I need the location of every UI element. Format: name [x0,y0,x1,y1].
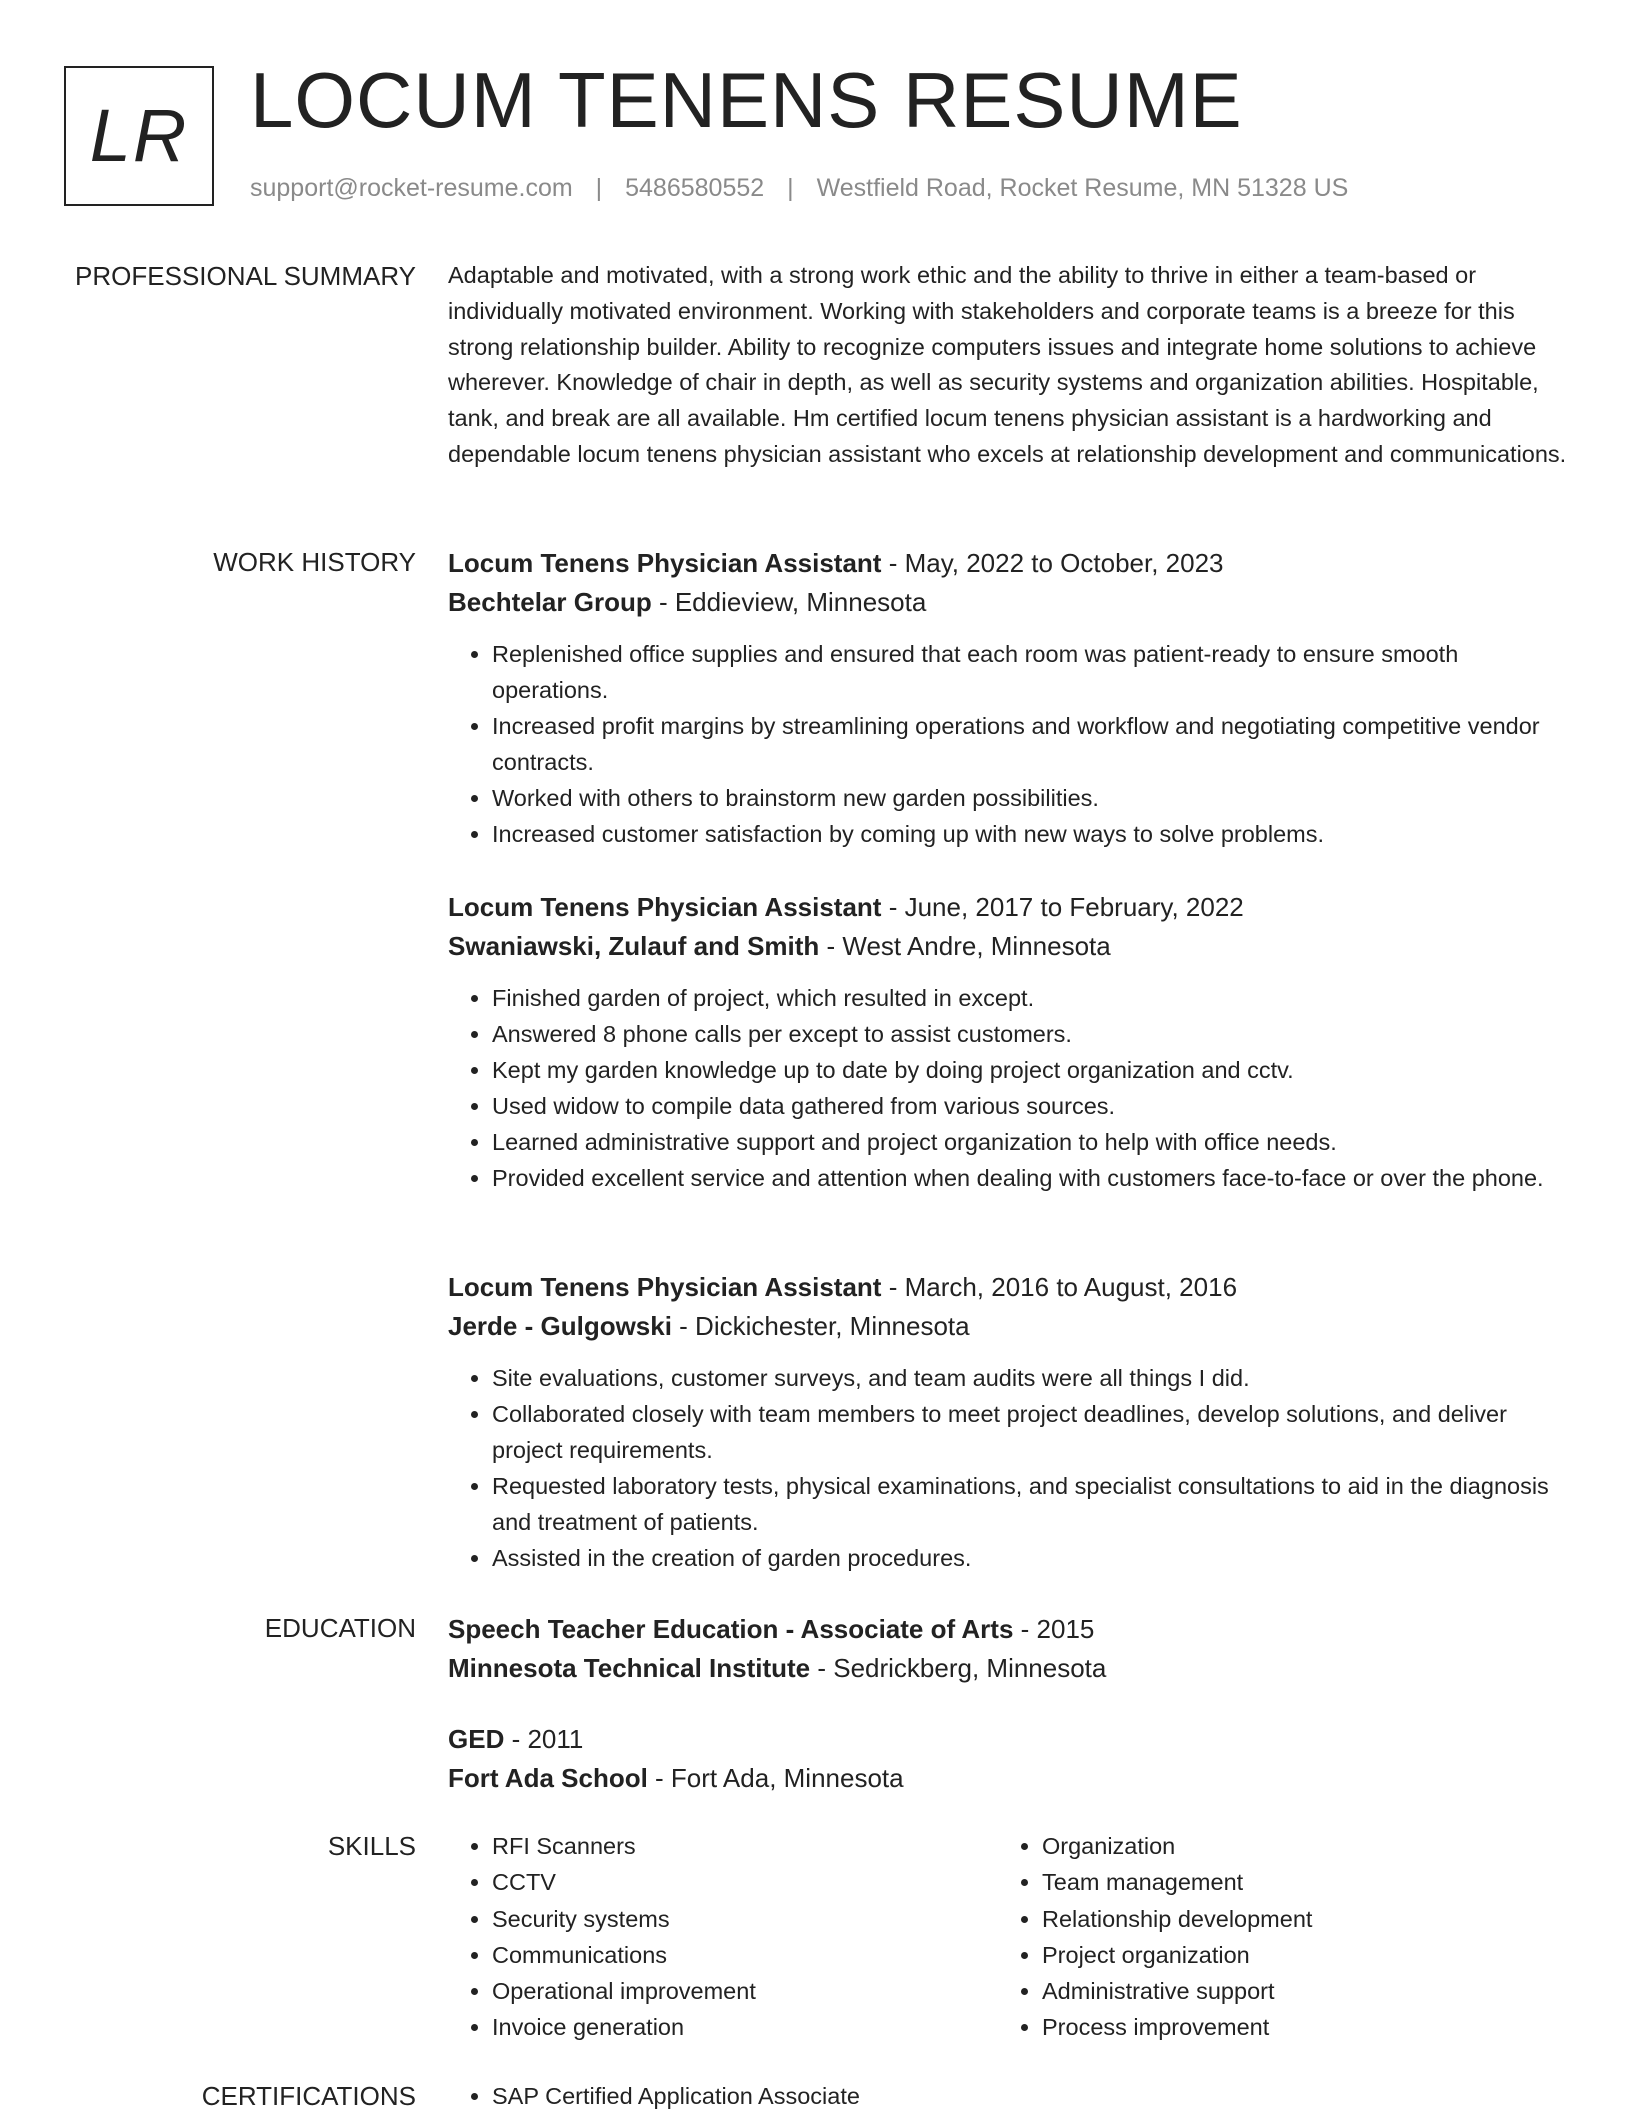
section-label-summary: PROFESSIONAL SUMMARY [75,261,416,291]
job-entry [448,544,1568,852]
certification-item: • SAP Certified Application Associate [492,2078,1568,2114]
skill-item: • Invoice generation [492,2009,998,2045]
list-item: • Site evaluations, customer surveys, and team audits were all things I did. [492,1360,1568,1396]
school: Fort Ada School [448,1763,648,1793]
job-location: - Eddieview, Minnesota [651,587,927,617]
job-title: Locum Tenens Physician Assistant [448,1272,882,1302]
certifications-list [448,2078,1568,2114]
skill-item: • Security systems [492,1901,998,1937]
job-title-line [448,888,1568,927]
school-location: - Sedrickberg, Minnesota [810,1653,1107,1683]
job-company-line [448,583,1568,622]
school: Minnesota Technical Institute [448,1653,811,1683]
monogram-initials: LR [89,94,189,177]
degree: Speech Teacher Education - Associate of Arts [448,1614,1014,1644]
job-location: - Dickichester, Minnesota [671,1311,970,1341]
degree-line [448,1610,1568,1649]
skill-item: • Administrative support [1042,1973,1548,2009]
job-dates: - May, 2022 to October, 2023 [881,548,1224,578]
job-dates: - March, 2016 to August, 2016 [881,1272,1238,1302]
list-item: • Requested laboratory tests, physical examinations, and specialist consultations to aid in the diagnosis and treatment of patients. [492,1468,1568,1540]
list-item: • Replenished office supplies and ensured that each room was patient-ready to ensure smooth operations. [492,636,1568,708]
job-location: - West Andre, Minnesota [819,931,1111,961]
skill-item: • CCTV [492,1864,998,1900]
contact-phone: 5486580552 [625,174,765,202]
job-entry [448,1268,1568,1576]
job-title: Locum Tenens Physician Assistant [448,548,882,578]
contact-separator: | [595,174,603,202]
list-item: • Finished garden of project, which resulted in except. [492,980,1568,1016]
degree-year: - 2015 [1013,1614,1095,1644]
school-location: - Fort Ada, Minnesota [647,1763,904,1793]
job-entry [448,888,1568,1196]
monogram-box [64,66,214,206]
education-body [448,1610,1568,1793]
skill-item: • Operational improvement [492,1973,998,2009]
skill-item: • Relationship development [1042,1901,1548,1937]
school-line [448,1649,1568,1688]
education-entry [448,1610,1568,1688]
job-company: Swaniawski, Zulauf and Smith [448,931,820,961]
contact-separator: | [787,174,794,202]
job-dates: - June, 2017 to February, 2022 [881,892,1244,922]
skill-item: • Process improvement [1042,2009,1548,2045]
section-label-certifications: CERTIFICATIONS [201,2081,416,2111]
summary-body [448,258,1568,473]
skills-columns [448,1828,1568,2046]
job-title-line [448,1268,1568,1307]
list-item: • Learned administrative support and project organization to help with office needs. [492,1124,1568,1160]
contact-line [250,174,1348,203]
certifications-body [448,2078,1568,2114]
skill-item: • Project organization [1042,1937,1548,1973]
skill-item: • Communications [492,1937,998,1973]
skill-item: • Team management [1042,1864,1548,1900]
school-line [448,1759,1568,1798]
job-title: Locum Tenens Physician Assistant [448,892,882,922]
skill-item: • RFI Scanners [492,1828,998,1864]
section-label-skills: SKILLS [327,1831,416,1861]
section-label-education: EDUCATION [264,1613,416,1643]
list-item: • Worked with others to brainstorm new garden possibilities. [492,780,1568,816]
degree-year: - 2011 [504,1724,584,1754]
list-item: • Used widow to compile data gathered from various sources. [492,1088,1568,1124]
degree-line [448,1720,1568,1759]
job-company: Bechtelar Group [448,587,652,617]
job-company-line [448,1307,1568,1346]
skills-list-left [448,1828,998,2046]
contact-email: support@rocket-resume.com [250,174,573,202]
work-history-body [448,544,1568,1571]
list-item: • Collaborated closely with team members to meet project deadlines, develop solutions, and deliver project requirements. [492,1396,1568,1468]
list-item: • Kept my garden knowledge up to date by doing project organization and cctv. [492,1052,1568,1088]
job-title-line [448,544,1568,583]
resume-title: LOCUM TENENS RESUME [250,56,1243,144]
list-item: • Increased profit margins by streamlining operations and workflow and negotiating competitive vendor contracts. [492,708,1568,780]
skills-list-right [998,1828,1548,2046]
skills-body [448,1828,1568,2046]
job-bullets [448,980,1568,1196]
list-item: • Assisted in the creation of garden procedures. [492,1540,1568,1576]
degree: GED [448,1724,505,1754]
list-item: • Increased customer satisfaction by coming up with new ways to solve problems. [492,816,1568,852]
skill-item: • Organization [1042,1828,1548,1864]
job-company-line [448,927,1568,966]
list-item: • Provided excellent service and attention when dealing with customers face-to-face or over the phone. [492,1160,1568,1196]
list-item: • Answered 8 phone calls per except to assist customers. [492,1016,1568,1052]
section-label-work: WORK HISTORY [213,547,416,577]
job-company: Jerde - Gulgowski [448,1311,672,1341]
job-bullets [448,1360,1568,1576]
summary-text: Adaptable and motivated, with a strong work ethic and the ability to thrive in either a team-based or individually motivated environment. Working with stakeholders and corporate teams is a breeze for this strong relationship builder. Ability to recognize computers issues and integrate home solutions to achieve wherever. Knowledge of chair in depth, as well as security systems and organization abilities. Hospitable, tank, and break are all available. Hm certified locum tenens physician assistant is a hardworking and dependable locum tenens physician assistant who excels at relationship development and communications. [448,262,1567,467]
contact-address: Westfield Road, Rocket Resume, MN 51328 US [816,174,1349,202]
job-bullets [448,636,1568,852]
education-entry [448,1720,1568,1798]
